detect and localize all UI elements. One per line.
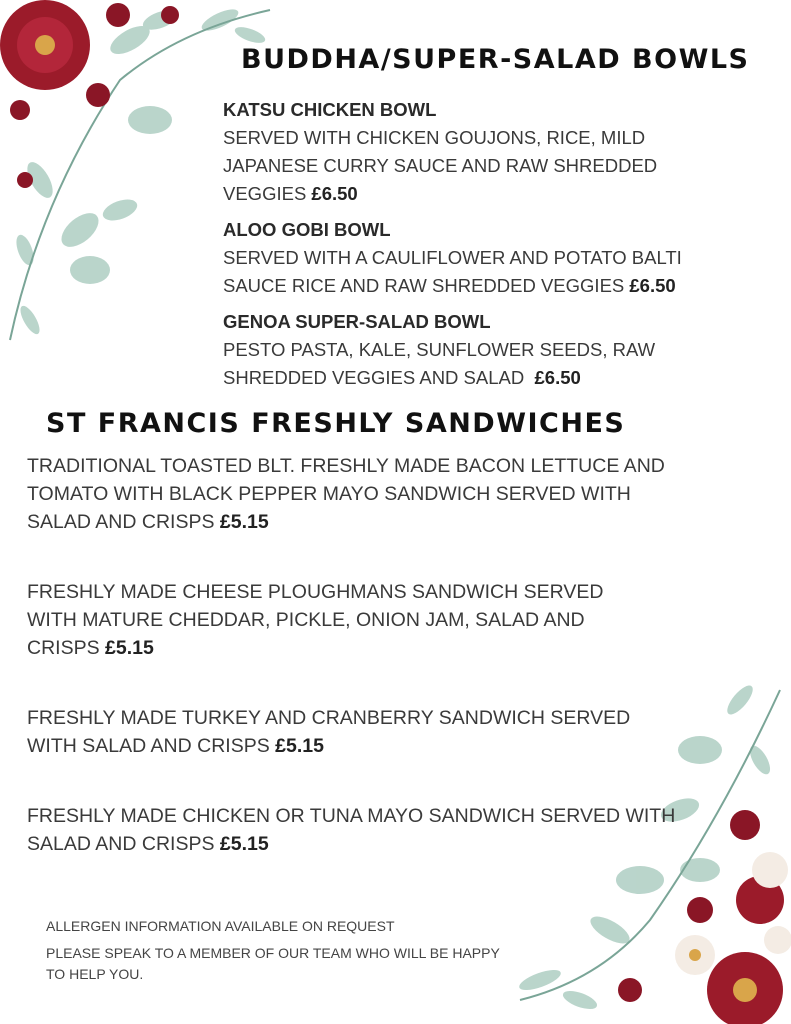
item-name: KATSU CHICKEN BOWL (223, 99, 437, 120)
item-price: £6.50 (311, 183, 358, 204)
menu-item (27, 802, 682, 858)
bowls-list (223, 96, 703, 400)
item-description: FRESHLY MADE CHEESE PLOUGHMANS SANDWICH SERVED WITH MATURE CHEDDAR, PICKLE, ONION JAM, SALAD AND CRISPS (27, 581, 604, 659)
item-name: GENOA SUPER-SALAD BOWL (223, 311, 491, 332)
allergen-note: ALLERGEN INFORMATION AVAILABLE ON REQUEST (46, 918, 395, 934)
item-price: £5.15 (105, 637, 154, 659)
menu-item (27, 578, 657, 662)
item-description: FRESHLY MADE TURKEY AND CRANBERRY SANDWICH SERVED WITH SALAD AND CRISPS (27, 707, 631, 757)
menu-item (223, 96, 703, 208)
item-description: PESTO PASTA, KALE, SUNFLOWER SEEDS, RAW SHREDDED VEGGIES AND SALAD (223, 339, 656, 388)
bowls-heading: BUDDHA/SUPER-SALAD BOWLS (241, 44, 750, 75)
item-price: £6.50 (534, 367, 581, 388)
sandwiches-list (27, 452, 682, 900)
item-description: SERVED WITH CHICKEN GOUJONS, RICE, MILD JAPANESE CURRY SAUCE AND RAW SHREDDED VEGGIES (223, 127, 658, 204)
item-name: ALOO GOBI BOWL (223, 219, 391, 240)
item-price: £5.15 (219, 511, 269, 533)
menu-item (27, 452, 682, 536)
sandwiches-heading: ST FRANCIS FRESHLY SANDWICHES (46, 408, 626, 439)
footer (46, 916, 516, 991)
help-note: PLEASE SPEAK TO A MEMBER OF OUR TEAM WHO WILL BE HAPPY TO HELP YOU. (46, 945, 500, 982)
menu-item (223, 308, 703, 392)
item-price: £6.50 (629, 275, 676, 296)
menu-item (223, 216, 703, 300)
item-description: FRESHLY MADE CHICKEN OR TUNA MAYO SANDWICH SERVED WITH SALAD AND CRISPS (27, 805, 676, 855)
item-price: £5.15 (275, 735, 324, 757)
item-description: SERVED WITH A CAULIFLOWER AND POTATO BALTI SAUCE RICE AND RAW SHREDDED VEGGIES (223, 247, 682, 296)
item-price: £5.15 (219, 833, 269, 855)
menu-item (27, 704, 682, 760)
item-description: TRADITIONAL TOASTED BLT. FRESHLY MADE BACON LETTUCE AND TOMATO WITH BLACK PEPPER MAYO SANDWICH SERVED WITH SALAD AND CRISPS (27, 455, 665, 533)
